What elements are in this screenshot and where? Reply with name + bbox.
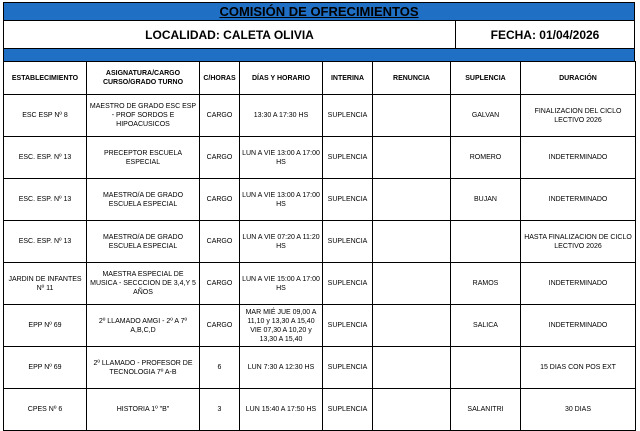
column-header-horas: C/HORAS xyxy=(200,62,240,95)
header-row xyxy=(3,21,635,49)
cell-horario[interactable]: LUN 7:30 A 12:30 HS xyxy=(240,347,323,389)
cell-duracion[interactable]: 15 DIAS CON POS EXT xyxy=(521,347,636,389)
cell-renuncia[interactable] xyxy=(373,347,451,389)
cell-suplencia[interactable]: SALICA xyxy=(451,305,521,347)
cell-horas[interactable]: CARGO xyxy=(200,221,240,263)
cell-suplencia[interactable]: GALVAN xyxy=(451,95,521,137)
cell-duracion[interactable]: HASTA FINALIZACION DE CICLO LECTIVO 2026 xyxy=(521,221,636,263)
table-row xyxy=(4,347,636,389)
table-header-row xyxy=(4,62,636,95)
cell-suplencia[interactable]: RAMOS xyxy=(451,263,521,305)
cell-horario[interactable]: LUN A VIE 07:20 A 11:20 HS xyxy=(240,221,323,263)
cell-horario[interactable]: LUN A VIE 15:00 A 17:00 HS xyxy=(240,263,323,305)
cell-horas[interactable]: CARGO xyxy=(200,263,240,305)
cell-asignatura[interactable]: 2º LLAMADO - PROFESOR DE TECNOLOGIA 7º A-B xyxy=(87,347,200,389)
cell-duracion[interactable]: INDETERMINADO xyxy=(521,137,636,179)
cell-interina[interactable]: SUPLENCIA xyxy=(323,137,373,179)
cell-asignatura[interactable]: 2º LLAMADO AMGI - 2º A 7º A,B,C,D xyxy=(87,305,200,347)
table-row xyxy=(4,389,636,431)
cell-establecimiento[interactable]: ESC ESP Nº 8 xyxy=(4,95,87,137)
cell-asignatura[interactable]: PRECEPTOR ESCUELA ESPECIAL xyxy=(87,137,200,179)
cell-renuncia[interactable] xyxy=(373,263,451,305)
cell-establecimiento[interactable]: JARDIN DE INFANTES Nº 11 xyxy=(4,263,87,305)
column-header-duracion: DURACIÓN xyxy=(521,62,636,95)
cell-establecimiento[interactable]: EPP Nº 69 xyxy=(4,305,87,347)
fecha-label: FECHA: 01/04/2026 xyxy=(490,27,600,42)
cell-interina[interactable]: SUPLENCIA xyxy=(323,179,373,221)
column-header-establecimiento: ESTABLECIMIENTO xyxy=(4,62,87,95)
cell-interina[interactable]: SUPLENCIA xyxy=(323,95,373,137)
cell-interina[interactable]: SUPLENCIA xyxy=(323,347,373,389)
table-row xyxy=(4,305,636,347)
cell-interina[interactable]: SUPLENCIA xyxy=(323,263,373,305)
cell-horario[interactable]: 13:30 A 17:30 HS xyxy=(240,95,323,137)
cell-suplencia[interactable] xyxy=(451,347,521,389)
header-band xyxy=(3,49,635,61)
cell-suplencia[interactable]: ROMERO xyxy=(451,137,521,179)
cell-duracion[interactable]: 30 DIAS xyxy=(521,389,636,431)
cell-duracion[interactable]: INDETERMINADO xyxy=(521,179,636,221)
table-row xyxy=(4,263,636,305)
cell-establecimiento[interactable]: ESC. ESP. Nº 13 xyxy=(4,221,87,263)
localidad-label: LOCALIDAD: CALETA OLIVIA xyxy=(4,21,456,48)
cell-renuncia[interactable] xyxy=(373,221,451,263)
cell-suplencia[interactable]: BUJAN xyxy=(451,179,521,221)
cell-renuncia[interactable] xyxy=(373,137,451,179)
cell-horario[interactable]: LUN 15:40 A 17:50 HS xyxy=(240,389,323,431)
page-title: COMISIÓN DE OFRECIMIENTOS xyxy=(3,2,635,21)
column-header-interina: INTERINA xyxy=(323,62,373,95)
cell-establecimiento[interactable]: EPP Nº 69 xyxy=(4,347,87,389)
cell-interina[interactable]: SUPLENCIA xyxy=(323,305,373,347)
column-header-suplencia: SUPLENCIA xyxy=(451,62,521,95)
cell-asignatura[interactable]: MAESTRA ESPECIAL DE MUSICA - SECCCION DE 3,4,Y 5 AÑOS xyxy=(87,263,200,305)
cell-horario[interactable]: MAR MIÉ JUE 09,00 A 11,10 y 13,30 A 15,40 VIE 07,30 A 10,20 y 13,30 A 15,40 xyxy=(240,305,323,347)
cell-horas[interactable]: CARGO xyxy=(200,137,240,179)
cell-renuncia[interactable] xyxy=(373,179,451,221)
cell-suplencia[interactable]: SALANITRI xyxy=(451,389,521,431)
cell-horas[interactable]: CARGO xyxy=(200,305,240,347)
cell-establecimiento[interactable]: CPES Nº 6 xyxy=(4,389,87,431)
cell-duracion[interactable]: INDETERMINADO xyxy=(521,263,636,305)
table-row xyxy=(4,179,636,221)
cell-establecimiento[interactable]: ESC. ESP. Nº 13 xyxy=(4,137,87,179)
cell-horas[interactable]: 3 xyxy=(200,389,240,431)
cell-horas[interactable]: CARGO xyxy=(200,95,240,137)
offers-table xyxy=(3,61,636,431)
table-row xyxy=(4,137,636,179)
cell-horario[interactable]: LUN A VIE 13:00 A 17:00 HS xyxy=(240,179,323,221)
cell-horas[interactable]: CARGO xyxy=(200,179,240,221)
cell-horario[interactable]: LUN A VIE 13:00 A 17:00 HS xyxy=(240,137,323,179)
cell-interina[interactable]: SUPLENCIA xyxy=(323,221,373,263)
cell-renuncia[interactable] xyxy=(373,305,451,347)
cell-asignatura[interactable]: MAESTRO/A DE GRADO ESCUELA ESPECIAL xyxy=(87,221,200,263)
cell-interina[interactable]: SUPLENCIA xyxy=(323,389,373,431)
table-row xyxy=(4,221,636,263)
cell-duracion[interactable]: INDETERMINADO xyxy=(521,305,636,347)
cell-renuncia[interactable] xyxy=(373,95,451,137)
cell-duracion[interactable]: FINALIZACION DEL CICLO LECTIVO 2026 xyxy=(521,95,636,137)
cell-asignatura[interactable]: MAESTRO DE GRADO ESC ESP - PROF SORDOS E HIPOACUSICOS xyxy=(87,95,200,137)
column-header-horario: DÍAS Y HORARIO xyxy=(240,62,323,95)
cell-asignatura[interactable]: MAESTRO/A DE GRADO ESCUELA ESPECIAL xyxy=(87,179,200,221)
cell-renuncia[interactable] xyxy=(373,389,451,431)
cell-horas[interactable]: 6 xyxy=(200,347,240,389)
cell-establecimiento[interactable]: ESC. ESP. Nº 13 xyxy=(4,179,87,221)
cell-suplencia[interactable] xyxy=(451,221,521,263)
cell-asignatura[interactable]: HISTORIA 1º "B" xyxy=(87,389,200,431)
column-header-asignatura: ASIGNATURA/CARGO CURSO/GRADO TURNO xyxy=(87,62,200,95)
column-header-renuncia: RENUNCIA xyxy=(373,62,451,95)
table-row xyxy=(4,95,636,137)
